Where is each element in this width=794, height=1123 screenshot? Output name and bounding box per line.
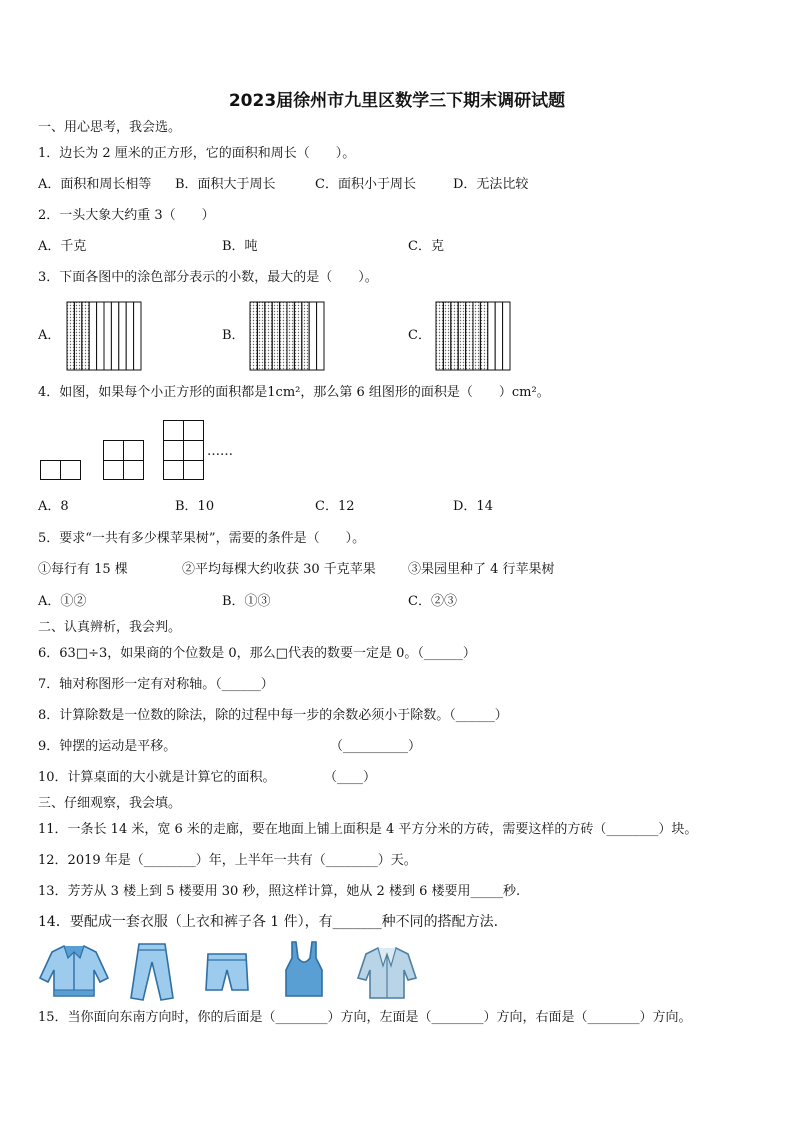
q4-option-d[interactable]: D．14 [453, 499, 493, 514]
q13-question: 13．芳芳从 3 楼上到 5 楼要用 30 秒，照这样计算，她从 2 楼到 6 楼要用_____秒. [38, 884, 521, 899]
blank-strip [97, 302, 104, 370]
shaded-strip [82, 302, 89, 370]
q4-option-c[interactable]: C．12 [315, 499, 355, 514]
shaded-strip [473, 302, 480, 370]
q4-figure-1 [40, 460, 82, 480]
shaded-strip [443, 302, 450, 370]
q4-option-b[interactable]: B．10 [175, 499, 215, 514]
jacket-icon [38, 942, 110, 1000]
q5-option-c[interactable]: C．②③ [408, 594, 457, 609]
section-1-heading: 一、用心思考，我会选。 [38, 120, 182, 135]
q10-answer-blank[interactable]: （____） [324, 770, 377, 785]
blank-strip [111, 302, 118, 370]
shaded-strip [280, 302, 287, 370]
shaded-strip [265, 302, 272, 370]
tank-top-icon [284, 940, 324, 998]
q10-statement: 10．计算桌面的大小就是计算它的面积。 [38, 770, 276, 785]
q4-stem: 4．如图，如果每个小正方形的面积都是1cm²，那么第 6 组图形的面积是（ ）cm²。 [38, 385, 550, 400]
q1-option-c[interactable]: C．面积小于周长 [315, 177, 416, 192]
q2-option-a[interactable]: A．千克 [38, 239, 87, 254]
shaded-strip [250, 302, 257, 370]
shorts-icon [204, 952, 250, 994]
q4-figure-3 [163, 420, 205, 480]
shaded-strip [302, 302, 309, 370]
blank-strip [104, 302, 111, 370]
pants-icon [127, 942, 177, 1002]
q5-condition-3: ③果园里种了 4 行苹果树 [408, 562, 555, 577]
q3-figure-a [66, 301, 142, 371]
q3-stem: 3．下面各图中的涂色部分表示的小数，最大的是（ ）。 [38, 270, 378, 285]
section-2-heading: 二、认真辨析，我会判。 [38, 620, 182, 635]
q3-figure-c [435, 301, 511, 371]
blank-strip [119, 302, 126, 370]
q7-statement: 7．轴对称图形一定有对称轴。（______） [38, 677, 274, 692]
shaded-strip [466, 302, 473, 370]
shaded-strip [74, 302, 81, 370]
q9-answer-blank[interactable]: （__________） [330, 739, 422, 754]
shaded-strip [451, 302, 458, 370]
q3-label-a[interactable]: A． [38, 328, 61, 343]
q2-option-c[interactable]: C．克 [408, 239, 444, 254]
q5-condition-2: ②平均每棵大约收获 30 千克苹果 [182, 562, 376, 577]
shaded-strip [257, 302, 264, 370]
q11-question: 11．一条长 14 米，宽 6 米的走廊，要在地面上铺上面积是 4 平方分米的方砖，需要这样的方砖（________）块。 [38, 822, 698, 837]
shaded-strip [287, 302, 294, 370]
q8-statement: 8．计算除数是一位数的除法，除的过程中每一步的余数必须小于除数。（______） [38, 708, 508, 723]
section-3-heading: 三、仔细观察，我会填。 [38, 796, 182, 811]
shaded-strip [67, 302, 74, 370]
q6-statement: 6．63□÷3，如果商的个位数是 0，那么□代表的数要一定是 0。（______） [38, 646, 476, 661]
blank-strip [134, 302, 141, 370]
q9-statement: 9．钟摆的运动是平移。 [38, 739, 177, 754]
q1-option-d[interactable]: D．无法比较 [453, 177, 529, 192]
q3-label-c[interactable]: C． [408, 328, 431, 343]
q5-option-b[interactable]: B．①③ [222, 594, 271, 609]
blank-strip [317, 302, 324, 370]
blank-strip [495, 302, 502, 370]
q3-figure-b [249, 301, 325, 371]
shaded-strip [458, 302, 465, 370]
shaded-strip [272, 302, 279, 370]
blank-strip [89, 302, 96, 370]
q4-ellipsis: …… [207, 444, 233, 459]
q1-option-a[interactable]: A．面积和周长相等 [38, 177, 152, 192]
q2-option-b[interactable]: B．吨 [222, 239, 258, 254]
blank-strip [503, 302, 510, 370]
q15-question: 15．当你面向东南方向时，你的后面是（________）方向，左面是（________）方向，右面是（________）方向。 [38, 1010, 692, 1025]
q5-stem: 5．要求“一共有多少棵苹果树”，需要的条件是（ ）。 [38, 531, 366, 546]
blank-strip [126, 302, 133, 370]
q5-option-a[interactable]: A．①② [38, 594, 87, 609]
blank-strip [488, 302, 495, 370]
q1-option-b[interactable]: B．面积大于周长 [175, 177, 276, 192]
q2-stem: 2．一头大象大约重 3（ ） [38, 208, 215, 223]
blank-strip [309, 302, 316, 370]
q12-question: 12．2019 年是（________）年，上半年一共有（________）天。 [38, 853, 417, 868]
q1-stem: 1．边长为 2 厘米的正方形，它的面积和周长（ ）。 [38, 146, 356, 161]
shaded-strip [436, 302, 443, 370]
q3-label-b[interactable]: B． [222, 328, 245, 343]
shaded-strip [294, 302, 301, 370]
q14-question: 14．要配成一套衣服（上衣和裤子各 1 件），有_______种不同的搭配方法. [38, 914, 499, 930]
page-title: 2023届徐州市九里区数学三下期末调研试题 [228, 91, 566, 111]
shaded-strip [480, 302, 487, 370]
q4-figure-2 [103, 440, 145, 480]
q5-condition-1: ①每行有 15 棵 [38, 562, 128, 577]
q4-option-a[interactable]: A．8 [38, 499, 69, 514]
coat-icon [356, 944, 418, 1000]
